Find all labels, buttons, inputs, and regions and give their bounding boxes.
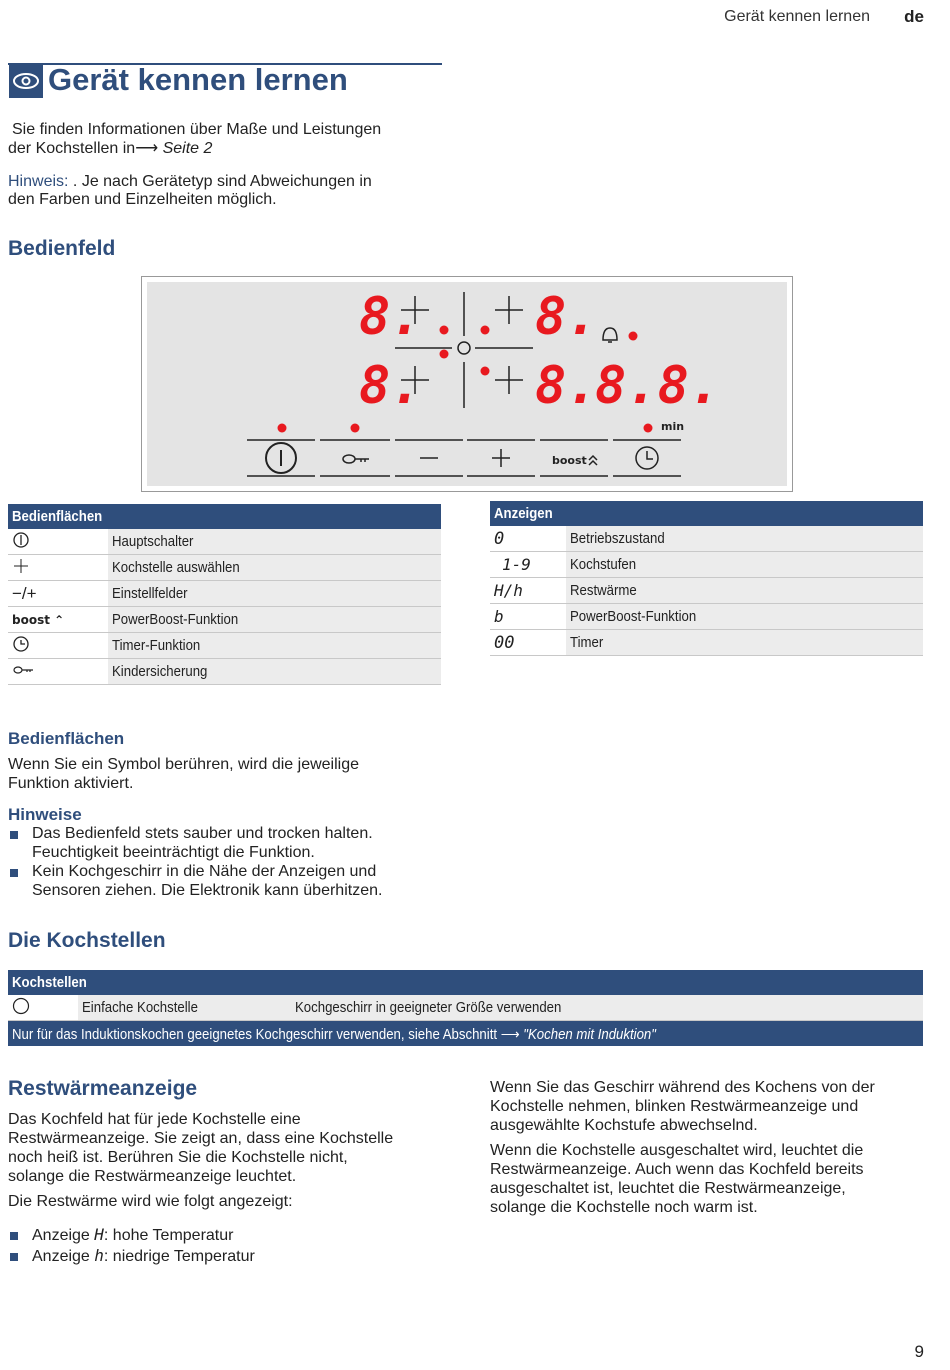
table-row: Kochstelle auswählen (8, 555, 441, 581)
restwaerme-right-paragraph-2: Wenn die Kochstelle ausgeschaltet wird, leuchtet die Restwärmeanzeige. Auch wenn das Kochfeld bereits ausgeschaltet ist, leuchtet die Restwärmeanzeige, solange die Kochstelle noch warm ist. (490, 1142, 864, 1216)
page-reference: Seite 2 (162, 140, 213, 157)
restwaerme-paragraph-2: Die Restwärme wird wie folgt angezeigt: (8, 1193, 293, 1210)
boost-label: boost (552, 454, 587, 467)
plus-icon[interactable] (492, 449, 510, 467)
key-icon[interactable] (343, 455, 369, 463)
bell-icon (603, 328, 617, 342)
bedienflaechen-line-2: Funktion aktiviert. (8, 775, 134, 792)
table-row: 00 Timer (490, 630, 923, 656)
power-icon (12, 531, 30, 549)
list-item: Anzeige H: hohe Temperatur (8, 1225, 438, 1245)
table-header: Bedienflächen (8, 504, 441, 529)
arrow-icon: ⟶ (500, 1025, 520, 1043)
arrow-icon: ⟶ (135, 140, 159, 157)
restwaerme-list (8, 1225, 438, 1266)
list-item: Das Bedienfeld stets sauber und trocken halten. Feuchtigkeit beeinträchtigt die Funktion. (8, 824, 438, 862)
page-title: Gerät kennen lernen (48, 62, 348, 97)
restwaerme-right-paragraph-1: Wenn Sie das Geschirr während des Kochens von der Kochstelle nehmen, blinken Restwärmeanzeige und ausgewählte Kochstufe abwechselnd. (490, 1079, 875, 1134)
clock-icon[interactable] (636, 447, 658, 469)
kochstellen-heading: Die Kochstellen (8, 929, 166, 952)
key-icon (12, 661, 36, 679)
display-symbol: 0 (490, 526, 566, 552)
display-rear-left: 8. (359, 356, 422, 416)
control-panel-illustration (141, 276, 793, 492)
cross-icon (12, 557, 30, 575)
display-front-right: 8. (535, 287, 598, 347)
indicator-dot (481, 326, 490, 335)
min-label: min (661, 420, 685, 433)
table-row: Timer-Funktion (8, 633, 441, 659)
table-header: Kochstellen (8, 970, 923, 995)
display-symbol: H/h (490, 578, 566, 604)
control-panel-svg (147, 282, 787, 486)
indicator-dot (440, 350, 449, 359)
eye-icon (9, 64, 43, 98)
running-header-title: Gerät kennen lernen (724, 8, 870, 25)
display-symbol: 00 (490, 630, 566, 656)
display-rear-right: 8. (535, 356, 598, 416)
minus-plus-icon: −/+ (8, 581, 108, 607)
cross-icon (495, 366, 523, 394)
page-number: 9 (914, 1342, 924, 1361)
circle-icon (12, 997, 30, 1015)
list-item: Kein Kochgeschirr in die Nähe der Anzeigen und Sensoren ziehen. Die Elektronik kann überhitzen. (8, 862, 438, 900)
note-line-1: Hinweis: . Je nach Gerätetyp sind Abweichungen in (8, 173, 372, 190)
table-row: Hauptschalter (8, 529, 441, 555)
indicator-dot (278, 424, 287, 433)
clock-icon (12, 635, 30, 653)
hinweise-list (8, 824, 438, 900)
anzeigen-table (490, 501, 923, 656)
display-symbol: 1-9 (490, 552, 566, 578)
display-timer: 8.8. (595, 356, 721, 416)
indicator-dot (644, 424, 653, 433)
indicator-dot (629, 332, 638, 341)
indicator-dot (440, 326, 449, 335)
table-header: Anzeigen (490, 501, 923, 526)
language-code: de (904, 7, 924, 26)
display-symbol: b (490, 604, 566, 630)
bedienflaechen-table (8, 504, 441, 685)
table-row: b PowerBoost-Funktion (490, 604, 923, 630)
table-row: −/+ Einstellfelder (8, 581, 441, 607)
note-line-2: den Farben und Einzelheiten möglich. (8, 191, 277, 208)
table-row: 0 Betriebszustand (490, 526, 923, 552)
intro-line-1: Sie finden Informationen über Maße und Leistungen (12, 121, 382, 138)
table-footer: Nur für das Induktionskochen geeignetes Kochgeschirr verwenden, siehe Abschnitt ⟶ "Kochen mit Induktion" (8, 1021, 923, 1047)
table-row: boost ⌃ PowerBoost-Funktion (8, 607, 441, 633)
restwaerme-paragraph-1: Das Kochfeld hat für jede Kochstelle eine Restwärmeanzeige. Sie zeigt an, dass eine Kochstelle noch heiß ist. Berühren Sie die Kochstelle nicht, solange die Restwärmeanzeige leuchtet. (8, 1111, 394, 1185)
indicator-dot (351, 424, 360, 433)
table-row: H/h Restwärme (490, 578, 923, 604)
table-row: Einfache Kochstelle Kochgeschirr in geeigneter Größe verwenden (8, 995, 923, 1021)
bedienflaechen-heading: Bedienflächen (8, 729, 125, 748)
boost-icon: boost ⌃ (8, 607, 108, 633)
hinweise-heading: Hinweise (8, 805, 82, 824)
boost-chevron-icon[interactable] (589, 456, 597, 465)
indicator-dot (481, 367, 490, 376)
list-item: Anzeige h: niedrige Temperatur (8, 1246, 438, 1266)
cross-icon (495, 296, 523, 324)
intro-line-2: der Kochstellen in⟶ Seite 2 (8, 140, 213, 157)
boost-indicator-icon (458, 342, 470, 354)
table-row: Kindersicherung (8, 659, 441, 685)
table-row: 1-9 Kochstufen (490, 552, 923, 578)
kochstellen-table (8, 970, 923, 1046)
note-label: Hinweis: (8, 173, 69, 190)
display-front-left: 8. (359, 287, 422, 347)
bedienfeld-heading: Bedienfeld (8, 237, 116, 260)
bedienflaechen-line-1: Wenn Sie ein Symbol berühren, wird die jeweilige (8, 756, 359, 773)
restwaerme-heading: Restwärmeanzeige (8, 1077, 198, 1100)
